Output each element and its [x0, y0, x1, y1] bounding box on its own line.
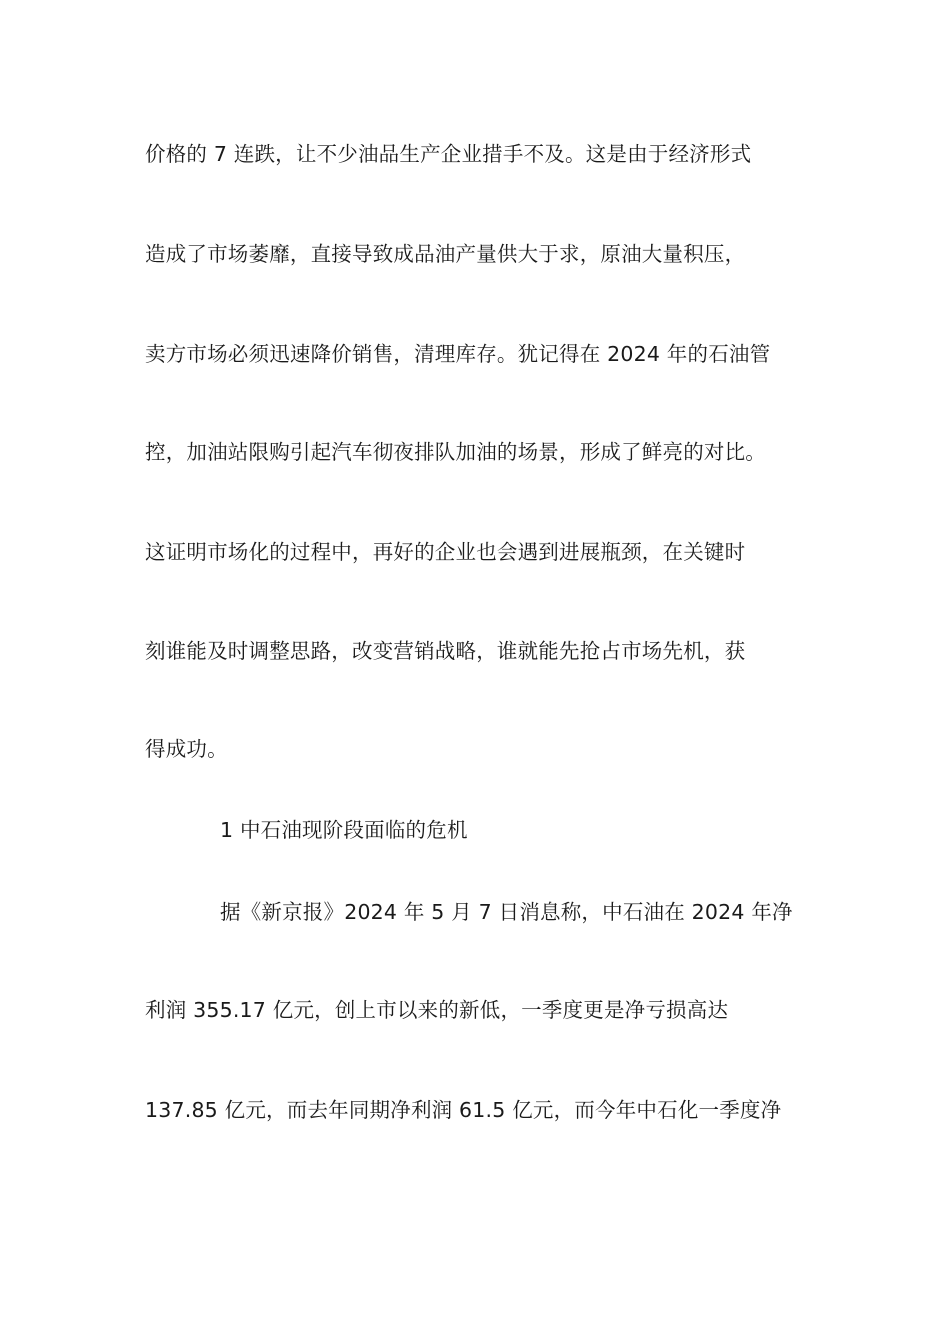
paragraph-line: 卖方市场必须迅速降价销售，清理库存。犹记得在 2024 年的石油管 [145, 342, 771, 366]
section-heading: 1 中石油现阶段面临的危机 [220, 818, 468, 842]
paragraph-line: 价格的 7 连跌，让不少油品生产企业措手不及。这是由于经济形式 [145, 142, 752, 166]
paragraph-line: 控，加油站限购引起汽车彻夜排队加油的场景，形成了鲜亮的对比。 [145, 440, 766, 464]
paragraph-line: 这证明市场化的过程中，再好的企业也会遇到进展瓶颈，在关键时 [145, 540, 746, 564]
paragraph-line: 造成了市场萎靡，直接导致成品油产量供大于求，原油大量积压， [145, 242, 746, 266]
paragraph-line: 得成功。 [145, 737, 228, 761]
paragraph-line: 137.85 亿元，而去年同期净利润 61.5 亿元，而今年中石化一季度净 [145, 1098, 782, 1122]
paragraph-line: 利润 355.17 亿元，创上市以来的新低，一季度更是净亏损高达 [145, 998, 729, 1022]
paragraph-line: 据《新京报》2024 年 5 月 7 日消息称，中石油在 2024 年净 [220, 900, 793, 924]
paragraph-line: 刻谁能及时调整思路，改变营销战略，谁就能先抢占市场先机，获 [145, 639, 746, 663]
